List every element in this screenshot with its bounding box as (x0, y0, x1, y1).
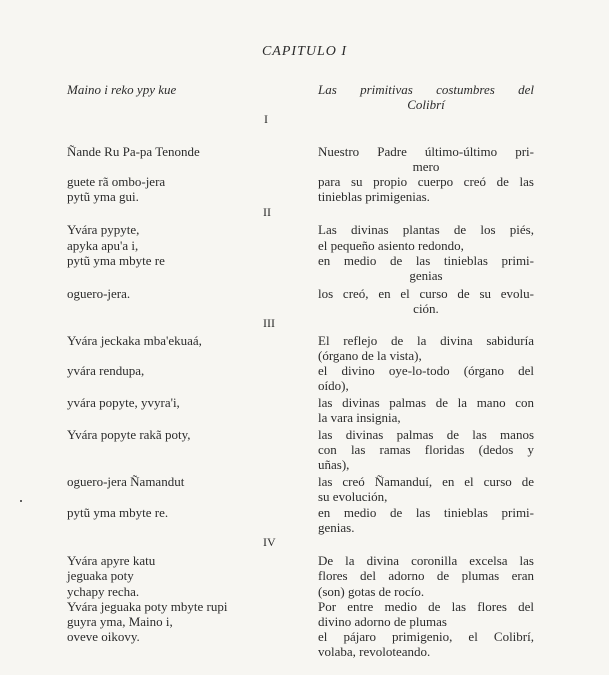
guarani-line: ychapy recha. (67, 584, 140, 599)
guarani-line: Yvára apyre katu (67, 553, 156, 568)
guarani-line: oveve oikovy. (67, 629, 140, 644)
spanish-line: Nuestro Padre último-último pri- (318, 144, 534, 159)
spanish-line: su evolución, (318, 489, 388, 504)
spanish-line: las divinas palmas de las manos (318, 427, 534, 442)
guarani-line: pytũ yma mbyte re. (67, 505, 169, 520)
spanish-line: Las divinas plantas de los piés, (318, 222, 534, 237)
guarani-line: jeguaka poty (67, 568, 134, 583)
right-column-header-line1: Las primitivas costumbres del (318, 82, 534, 97)
spanish-line: mero (412, 159, 440, 174)
spanish-line: las creó Ñamanduí, en el curso de (318, 474, 534, 489)
spanish-line: flores del adorno de plumas eran (318, 568, 534, 583)
guarani-line: oguero-jera. (67, 286, 131, 301)
spanish-line: con las ramas floridas (dedos y (318, 442, 534, 457)
section-number-iii: III (263, 316, 275, 330)
print-speck (20, 500, 22, 502)
spanish-line: las divinas palmas de la mano con (318, 395, 534, 410)
guarani-line: yvára popyte, yvyra'i, (67, 395, 180, 410)
spanish-line: para su propio cuerpo creó de las (318, 174, 534, 189)
guarani-line: guyra yma, Maino i, (67, 614, 173, 629)
spanish-line: el divino oye-lo-todo (órgano del (318, 363, 534, 378)
spanish-line: (órgano de la vista), (318, 348, 422, 363)
left-column-header: Maino i reko ypy kue (67, 82, 177, 97)
guarani-line: guete rã ombo-jera (67, 174, 166, 189)
chapter-title: CAPITULO I (261, 44, 348, 59)
spanish-line: tinieblas primigenias. (318, 189, 430, 204)
spanish-line: volaba, revoloteando. (318, 644, 431, 659)
guarani-line: pytũ yma mbyte re (67, 253, 165, 268)
guarani-line: Yvára pypyte, (67, 222, 140, 237)
spanish-line: el pájaro primigenio, el Colibrí, (318, 629, 534, 644)
guarani-line: yvára rendupa, (67, 363, 145, 378)
spanish-line: genias (409, 268, 443, 283)
spanish-line: Por entre medio de las flores del (318, 599, 534, 614)
spanish-line: el pequeño asiento redondo, (318, 238, 464, 253)
spanish-line: El reflejo de la divina sabiduría (318, 333, 534, 348)
spanish-line: ción. (413, 301, 439, 316)
guarani-line: Yvára popyte rakã poty, (67, 427, 191, 442)
spanish-line: divino adorno de plumas (318, 614, 447, 629)
section-number-iv: IV (263, 535, 276, 549)
section-number-ii: II (263, 205, 271, 219)
spanish-line: genias. (318, 520, 355, 535)
spanish-line: De la divina coronilla excelsa las (318, 553, 534, 568)
spanish-line: (son) gotas de rocío. (318, 584, 425, 599)
spanish-line: en medio de las tinieblas primi- (318, 505, 534, 520)
spanish-line: oído), (318, 378, 349, 393)
guarani-line: Ñande Ru Pa-pa Tenonde (67, 144, 200, 159)
spanish-line: la vara insignia, (318, 410, 401, 425)
guarani-line: apyka apu'a i, (67, 238, 139, 253)
section-number-i: I (264, 112, 268, 126)
guarani-line: Yvára jeckaka mba'ekuaá, (67, 333, 202, 348)
spanish-line: uñas), (318, 457, 350, 472)
spanish-line: en medio de las tinieblas primi- (318, 253, 534, 268)
guarani-line: pytũ yma gui. (67, 189, 139, 204)
spanish-line: los creó, en el curso de su evolu- (318, 286, 534, 301)
guarani-line: oguero-jera Ñamandut (67, 474, 185, 489)
guarani-line: Yvára jeguaka poty mbyte rupi (67, 599, 228, 614)
right-column-header-line2: Colibrí (407, 97, 445, 112)
